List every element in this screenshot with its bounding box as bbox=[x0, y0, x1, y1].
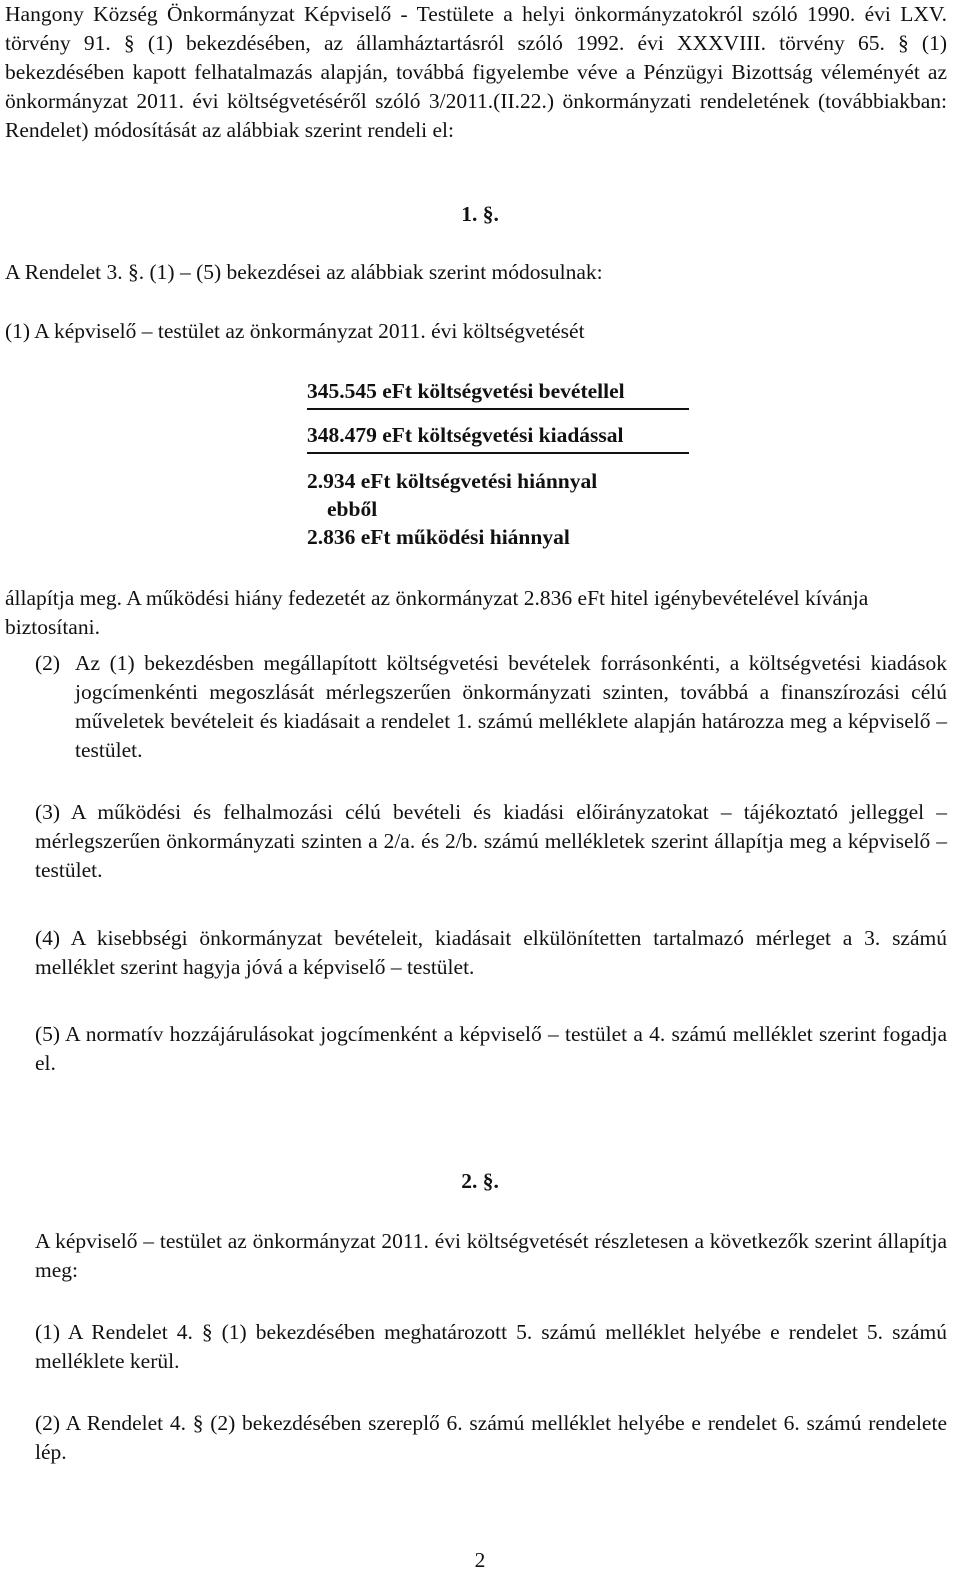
section-2-lead: A képviselő – testület az önkormányzat 2011. évi költségvetését részletesen a következők szerint állapítja meg: bbox=[35, 1229, 947, 1282]
section-2-paragraph-2: (2) A Rendelet 4. § (2) bekezdésében szereplő 6. számú melléklet helyébe e rendelet 6. számú rendelete lép. bbox=[35, 1411, 947, 1464]
section-1-paragraph-4: (4) A kisebbségi önkormányzat bevételeit, kiadásait elkülönítetten tartalmazó mérleget a 3. számú melléklet szerint hagyja jóvá a képviselő – testület. bbox=[35, 926, 947, 979]
section-1-paragraph-2 bbox=[35, 649, 947, 765]
expenditure-underline bbox=[307, 452, 689, 454]
paragraph-2-text: Az (1) bekezdésben megállapított költségvetési bevételek forrásonkénti, a költségvetési kiadások jogcímenkénti megoszlását mérlegszerűen önkormányzati szinten, továbbá a finanszírozási célú műveletek bevételeit és kiadásait a rendelet 1. számú melléklete alapján határozza meg a képviselő – testület. bbox=[75, 651, 947, 762]
preamble-paragraph: Hangony Község Önkormányzat Képviselő - Testülete a helyi önkormányzatokról szóló 1990. évi LXV. törvény 91. § (1) bekezdésében, az államháztartásról szóló 1992. évi XXXVIII. törvény 65. § (1) bekezdésében kapott felhatalmazás alapján, továbbá figyelembe véve a Pénzügyi Bizottság véleményét az önkormányzat 2011. évi költségvetéséről szóló 3/2011.(II.22.) önkormányzati rendeletének (továbbiakban: Rendelet) módosítását az alábbiak szerint rendeli el: bbox=[5, 2, 947, 142]
section-1-paragraph-3: (3) A működési és felhalmozási célú bevételi és kiadási előirányzatokat – tájékoztató jelleggel – mérlegszerűen önkormányzati szinten a 2/a. és 2/b. számú mellékletek szerint állapítja meg a képviselő – testület. bbox=[35, 800, 947, 882]
figure-of-which: ebből bbox=[327, 497, 378, 521]
paragraph-2-label: (2) bbox=[35, 651, 61, 675]
section-1-lead: A Rendelet 3. §. (1) – (5) bekezdései az alábbiak szerint módosulnak: bbox=[5, 260, 603, 284]
section-1-paragraph-1-intro: (1) A képviselő – testület az önkormányzat 2011. évi költségvetését bbox=[5, 319, 585, 343]
figure-operating-deficit: 2.836 eFt működési hiánnyal bbox=[307, 525, 570, 549]
revenue-underline bbox=[307, 408, 689, 410]
section-2-paragraph-1: (1) A Rendelet 4. § (1) bekezdésében meghatározott 5. számú melléklet helyébe e rendelet 5. számú melléklete kerül. bbox=[35, 1320, 947, 1373]
figure-revenue: 345.545 eFt költségvetési bevétellel bbox=[307, 379, 625, 403]
page-number: 2 bbox=[474, 1548, 486, 1572]
figure-deficit: 2.934 eFt költségvetési hiánnyal bbox=[307, 469, 598, 493]
figure-expenditure: 348.479 eFt költségvetési kiadással bbox=[307, 423, 624, 447]
section-1-paragraph-1-close: állapítja meg. A működési hiány fedezetét az önkormányzat 2.836 eFt hitel igénybevételével kívánja biztosítani. bbox=[5, 586, 869, 639]
section-1-heading: 1. §. bbox=[461, 202, 499, 226]
section-2-heading: 2. §. bbox=[461, 1169, 499, 1193]
section-1-paragraph-5: (5) A normatív hozzájárulásokat jogcímenként a képviselő – testület a 4. számú melléklet szerint fogadja el. bbox=[35, 1022, 947, 1075]
